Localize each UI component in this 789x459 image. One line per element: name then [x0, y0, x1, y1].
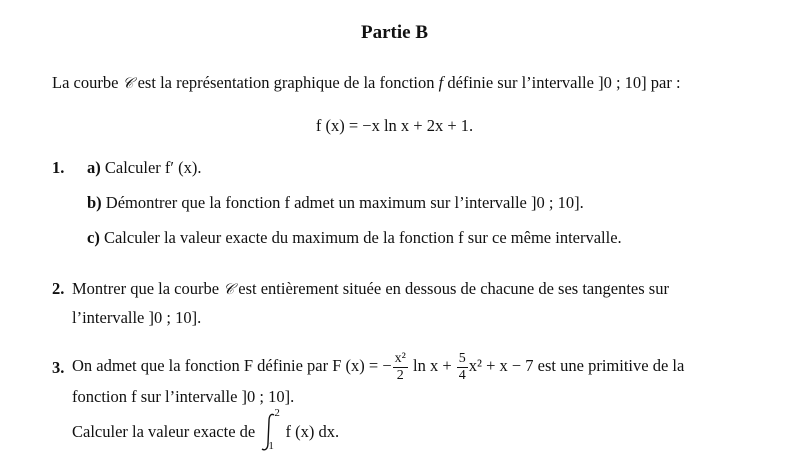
- question-1a: [87, 158, 201, 178]
- question-1a-label: a): [87, 158, 101, 177]
- integral-sign-icon: [259, 407, 281, 452]
- fraction-2-denominator: 4: [458, 367, 466, 383]
- question-2-number: 2.: [52, 279, 65, 298]
- question-1-number: 1.: [52, 158, 65, 177]
- fraction-5-over-4: [457, 352, 468, 383]
- question-3-before: On admet que la fonction F définie par F (x) = −: [72, 356, 392, 375]
- question-1b-label: b): [87, 193, 102, 212]
- question-2-after: est entièrement située en dessous de chacune de ses tangentes sur: [234, 279, 669, 298]
- question-3-after: x² + x − 7 est une primitive de la: [468, 356, 685, 375]
- intro-after: définie sur l’intervalle ]0 ; 10] par :: [443, 73, 681, 92]
- question-3-line-3-before: Calculer la valeur exacte de: [72, 421, 260, 441]
- question-1c: [87, 228, 622, 248]
- question-3-line-1: [72, 346, 684, 386]
- question-3-line-3-after: f (x) dx.: [281, 421, 340, 441]
- fraction-1-denominator: 2: [396, 367, 404, 383]
- fraction-1-numerator: x²: [394, 350, 406, 366]
- question-2-line-2: l’intervalle ]0 ; 10].: [72, 308, 202, 327]
- integral-upper-bound: 2: [274, 407, 280, 419]
- question-1c-label: c): [87, 228, 100, 247]
- intro-paragraph: [52, 73, 681, 93]
- question-3-mid: ln x +: [408, 356, 456, 375]
- function-symbol: f: [438, 73, 444, 92]
- question-2-curve-symbol: 𝒞: [223, 280, 235, 298]
- question-2-line-1: [72, 279, 669, 299]
- fraction-2-numerator: 5: [458, 350, 466, 366]
- section-title: Partie B: [360, 22, 428, 43]
- question-3-number: 3.: [52, 358, 65, 377]
- question-2-before: Montrer que la courbe: [72, 279, 224, 298]
- question-1c-text: Calculer la valeur exacte du maximum de la fonction f sur ce même intervalle.: [103, 228, 622, 247]
- intro-middle: est la représentation graphique de la fonction: [133, 73, 439, 92]
- function-formula: f (x) = −x ln x + 2x + 1.: [315, 116, 474, 135]
- question-3-line-2: fonction f sur l’intervalle ]0 ; 10].: [72, 387, 295, 406]
- integral-lower-bound: 1: [268, 440, 274, 452]
- fraction-x2-over-2: [393, 352, 408, 383]
- question-1b-text: Démontrer que la fonction f admet un maximum sur l’intervalle ]0 ; 10].: [105, 193, 584, 212]
- question-3-line-3: [72, 407, 340, 452]
- question-1b: [87, 193, 584, 213]
- curve-symbol: 𝒞: [122, 74, 134, 92]
- question-1a-text: Calculer f′ (x).: [104, 158, 202, 177]
- intro-before: La courbe: [52, 73, 123, 92]
